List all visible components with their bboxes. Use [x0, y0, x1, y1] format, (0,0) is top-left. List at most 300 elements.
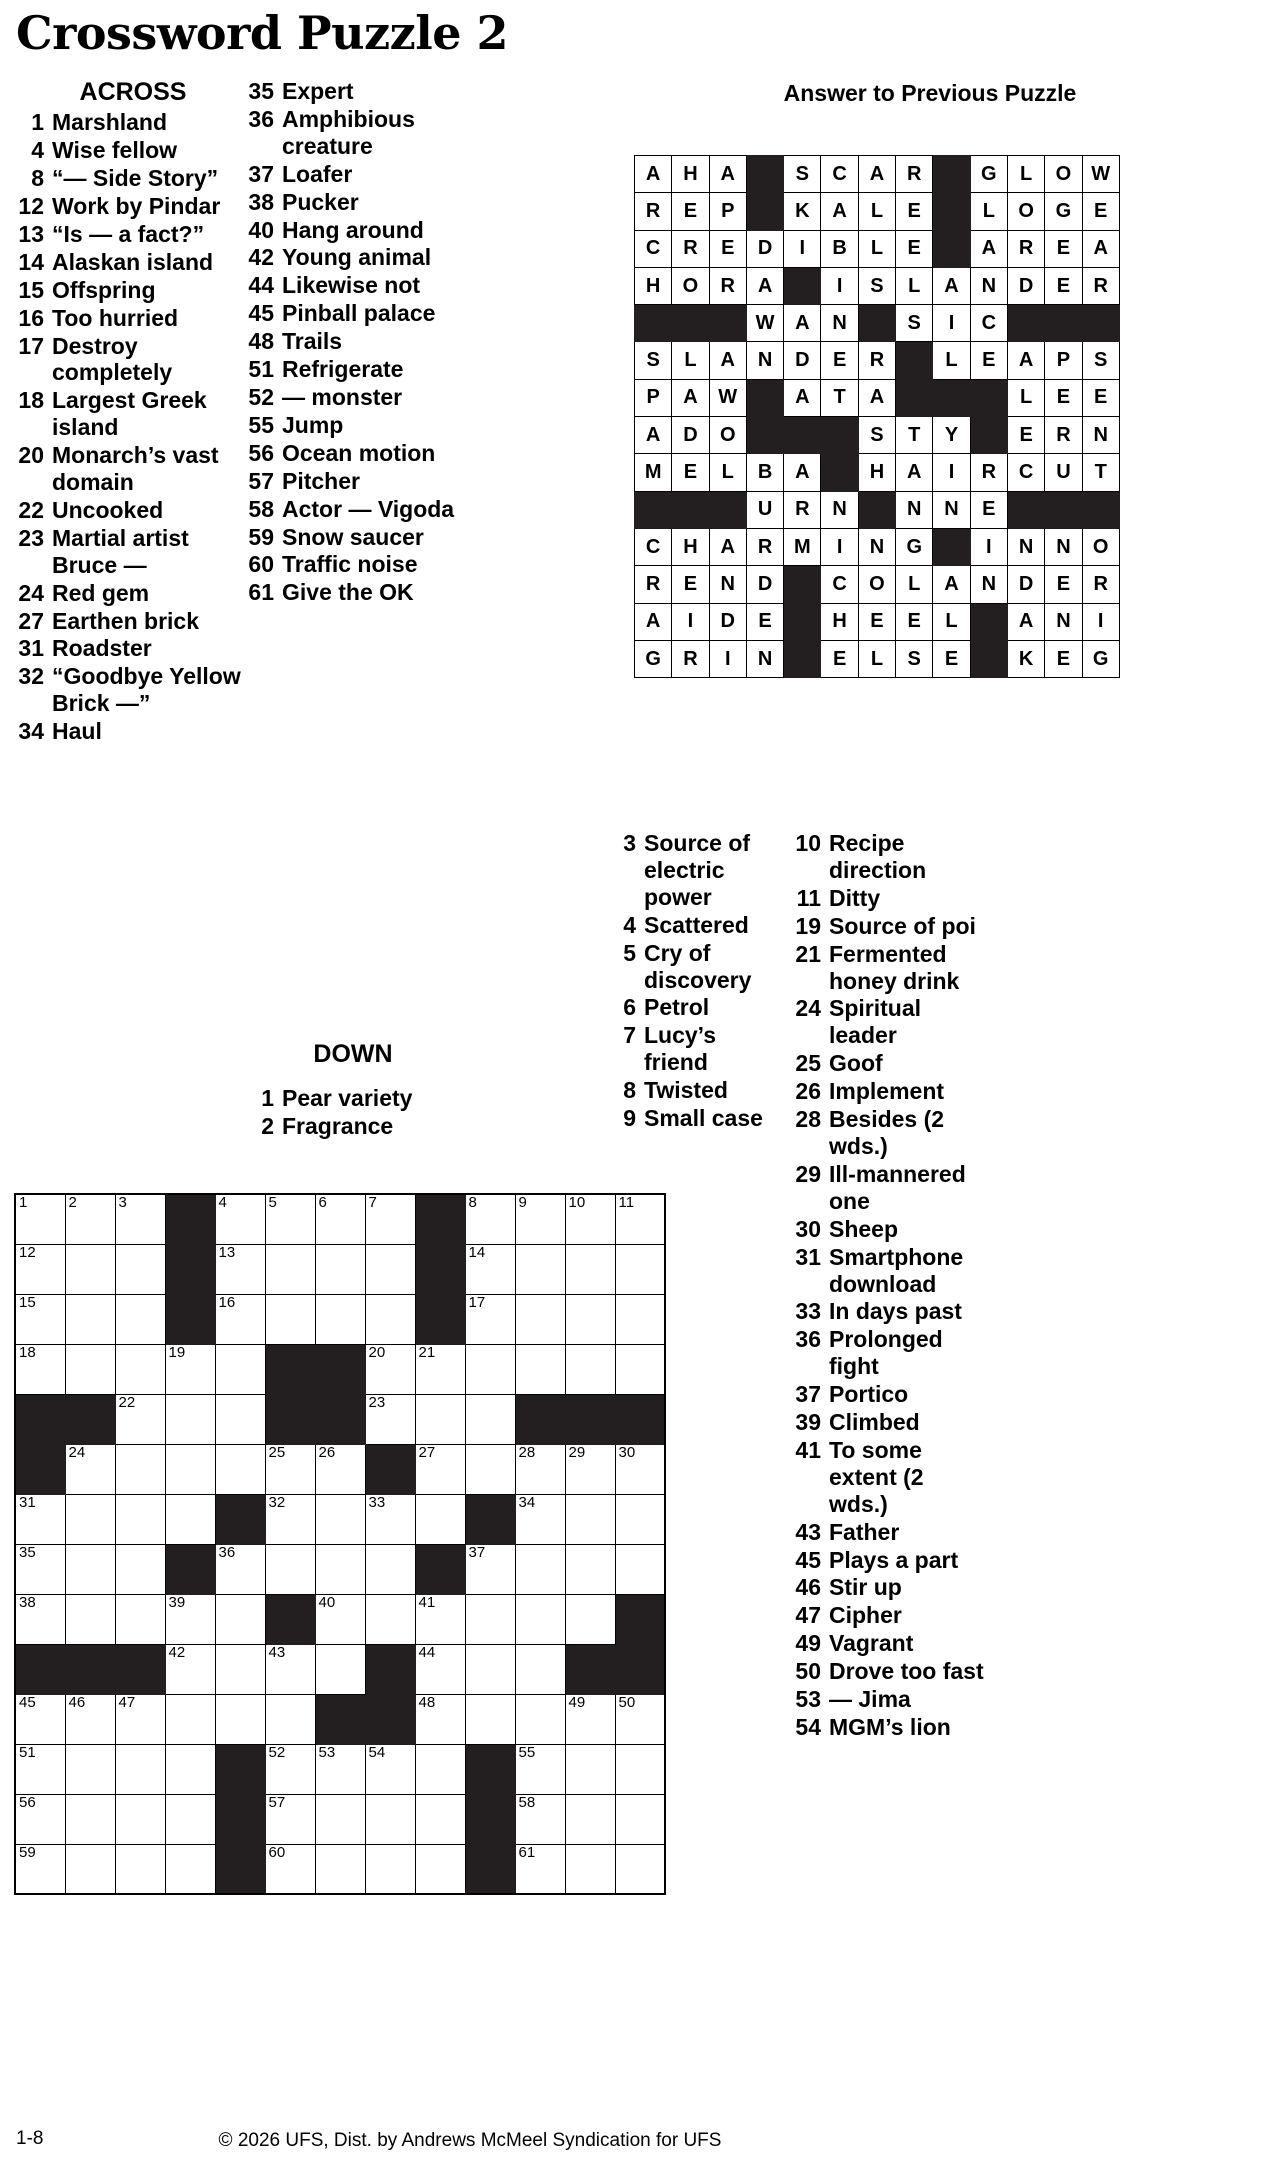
puzzle-grid-cell[interactable] [165, 1644, 215, 1694]
answer-grid-letter: A [784, 454, 821, 491]
down-clues-column-2 [610, 830, 785, 1133]
clue-number: 57 [248, 467, 274, 494]
puzzle-grid-cell[interactable] [615, 1844, 665, 1894]
puzzle-grid-cell[interactable] [15, 1794, 65, 1844]
page-title: Crossword Puzzle 2 [16, 6, 509, 60]
answer-grid-row [635, 417, 1120, 454]
puzzle-grid-cell[interactable] [15, 1744, 65, 1794]
puzzle-grid-cell[interactable] [465, 1644, 515, 1694]
answer-grid-row [635, 603, 1120, 640]
answer-grid-letter: N [896, 491, 933, 528]
puzzle-grid-cell[interactable] [415, 1844, 465, 1894]
puzzle-grid-cell[interactable] [565, 1694, 615, 1744]
clue-item [248, 468, 458, 495]
answer-grid-row [635, 454, 1120, 491]
puzzle-grid-cell[interactable] [115, 1694, 165, 1744]
across-clue-list-2 [248, 78, 458, 606]
answer-grid-letter: O [858, 566, 895, 603]
puzzle-grid-cell[interactable] [215, 1394, 265, 1444]
puzzle-grid-cell[interactable] [415, 1744, 465, 1794]
puzzle-cell-number: 20 [368, 1343, 386, 1361]
answer-grid-row [635, 640, 1120, 677]
puzzle-grid-cell[interactable] [65, 1694, 115, 1744]
puzzle-grid-cell[interactable] [65, 1544, 115, 1594]
puzzle-grid-cell[interactable] [615, 1494, 665, 1544]
answer-grid-letter: B [746, 454, 783, 491]
clue-text: Roadster [52, 635, 152, 662]
answer-grid-letter: I [709, 640, 746, 677]
puzzle-grid-cell[interactable] [65, 1744, 115, 1794]
answer-grid-letter: R [1082, 267, 1119, 304]
clue-item [18, 193, 248, 220]
clue-text: Red gem [52, 579, 150, 606]
clue-text: Pear variety [282, 1085, 413, 1111]
answer-grid-letter: N [970, 267, 1007, 304]
puzzle-grid-cell[interactable] [565, 1244, 615, 1294]
answer-grid-letter: E [933, 640, 970, 677]
puzzle-grid-cell[interactable] [415, 1794, 465, 1844]
clue-number: 58 [248, 495, 274, 522]
clue-text: Fermented honey drink [829, 940, 960, 994]
clue-item [795, 1409, 985, 1436]
puzzle-grid-cell[interactable] [265, 1744, 315, 1794]
puzzle-grid-cell[interactable] [115, 1594, 165, 1644]
puzzle-grid-block [265, 1594, 315, 1644]
puzzle-grid-cell[interactable] [265, 1794, 315, 1844]
answer-grid-letter: E [896, 193, 933, 230]
clue-item [795, 1161, 985, 1215]
answer-grid-row [635, 379, 1120, 416]
answer-grid-letter: R [672, 640, 709, 677]
puzzle-grid-cell[interactable] [465, 1344, 515, 1394]
puzzle-grid-block [465, 1844, 515, 1894]
clue-item [18, 165, 248, 192]
clue-number: 54 [795, 1714, 821, 1740]
puzzle-cell-number: 44 [418, 1643, 436, 1661]
puzzle-grid-cell[interactable] [265, 1244, 315, 1294]
puzzle-grid-cell[interactable] [465, 1444, 515, 1494]
puzzle-grid-cell[interactable] [365, 1394, 415, 1444]
puzzle-grid-cell[interactable] [515, 1294, 565, 1344]
puzzle-grid-cell[interactable] [515, 1694, 565, 1744]
puzzle-grid-cell[interactable] [215, 1444, 265, 1494]
clue-item [248, 272, 458, 299]
clue-number: 49 [795, 1630, 821, 1657]
puzzle-grid-cell[interactable] [315, 1494, 365, 1544]
puzzle-grid-cell[interactable] [215, 1194, 265, 1244]
puzzle-cell-number: 37 [468, 1543, 486, 1561]
puzzle-grid-cell[interactable] [15, 1544, 65, 1594]
answer-grid-row [635, 528, 1120, 565]
answer-grid-letter: R [896, 156, 933, 193]
puzzle-grid-cell[interactable] [365, 1494, 415, 1544]
answer-grid-letter: H [858, 454, 895, 491]
puzzle-grid-cell[interactable] [315, 1244, 365, 1294]
puzzle-grid-cell[interactable] [265, 1194, 315, 1244]
clue-item [795, 1326, 985, 1380]
answer-grid-letter: L [858, 640, 895, 677]
puzzle-grid-cell[interactable] [565, 1544, 615, 1594]
puzzle-grid-cell[interactable] [15, 1594, 65, 1644]
puzzle-grid-cell[interactable] [515, 1194, 565, 1244]
puzzle-grid-cell[interactable] [115, 1344, 165, 1394]
puzzle-grid-cell[interactable] [315, 1444, 365, 1494]
answer-grid-block [858, 491, 895, 528]
clue-text: Scattered [644, 911, 749, 938]
answer-grid-letter: A [970, 230, 1007, 267]
puzzle-grid-cell[interactable] [515, 1444, 565, 1494]
clue-number: 23 [18, 524, 44, 551]
clue-number: 19 [795, 912, 821, 939]
puzzle-grid-cell[interactable] [165, 1344, 215, 1394]
puzzle-grid-cell[interactable] [565, 1594, 615, 1644]
puzzle-grid-block [265, 1394, 315, 1444]
puzzle-grid-cell[interactable] [615, 1694, 665, 1744]
puzzle-grid-cell[interactable] [615, 1444, 665, 1494]
puzzle-grid-cell[interactable] [615, 1794, 665, 1844]
clue-item [18, 221, 248, 248]
puzzle-cell-number: 24 [68, 1443, 86, 1461]
puzzle-grid-cell[interactable] [215, 1694, 265, 1744]
puzzle-grid[interactable] [14, 1193, 666, 1895]
clue-text: Wise fellow [52, 137, 178, 164]
answer-grid-block [1082, 491, 1119, 528]
puzzle-grid-cell[interactable] [65, 1844, 115, 1894]
clue-text: Twisted [644, 1077, 728, 1104]
answer-grid-letter: N [933, 491, 970, 528]
puzzle-grid-cell[interactable] [415, 1594, 465, 1644]
puzzle-grid-cell[interactable] [215, 1644, 265, 1694]
puzzle-grid-cell[interactable] [315, 1644, 365, 1694]
puzzle-grid-cell[interactable] [115, 1544, 165, 1594]
puzzle-grid-cell[interactable] [415, 1694, 465, 1744]
answer-grid-block [933, 379, 970, 416]
puzzle-grid-cell[interactable] [215, 1294, 265, 1344]
puzzle-grid-cell[interactable] [265, 1444, 315, 1494]
clue-text: Traffic noise [282, 551, 418, 578]
answer-grid-letter: R [970, 454, 1007, 491]
answer-grid-block [709, 491, 746, 528]
puzzle-grid-block [615, 1594, 665, 1644]
puzzle-grid-cell[interactable] [515, 1794, 565, 1844]
clue-item [795, 1050, 985, 1077]
puzzle-grid-cell[interactable] [365, 1794, 415, 1844]
puzzle-grid-cell[interactable] [365, 1194, 415, 1244]
puzzle-grid-cell[interactable] [115, 1194, 165, 1244]
answer-grid-letter: E [1082, 193, 1119, 230]
puzzle-grid-cell[interactable] [65, 1444, 115, 1494]
answer-grid-letter: A [709, 156, 746, 193]
puzzle-grid-cell[interactable] [65, 1794, 115, 1844]
answer-grid-letter: E [1045, 267, 1082, 304]
clue-text: Snow saucer [282, 523, 424, 550]
answer-grid-letter: E [1045, 230, 1082, 267]
puzzle-grid-cell[interactable] [165, 1594, 215, 1644]
puzzle-grid-cell[interactable] [115, 1744, 165, 1794]
puzzle-grid-cell[interactable] [15, 1694, 65, 1744]
puzzle-grid-cell[interactable] [65, 1494, 115, 1544]
puzzle-grid-cell[interactable] [115, 1294, 165, 1344]
puzzle-grid-cell[interactable] [265, 1494, 315, 1544]
down-clues-column-3 [795, 830, 985, 1742]
puzzle-grid-cell[interactable] [165, 1694, 215, 1744]
puzzle-grid-cell[interactable] [515, 1594, 565, 1644]
puzzle-grid-cell[interactable] [265, 1844, 315, 1894]
puzzle-cell-number: 30 [618, 1443, 636, 1461]
clue-text: Haul [52, 718, 102, 745]
answer-grid-row [635, 305, 1120, 342]
clue-item [795, 1216, 985, 1243]
puzzle-grid-cell[interactable] [415, 1644, 465, 1694]
puzzle-grid-cell[interactable] [15, 1494, 65, 1544]
puzzle-grid-cell[interactable] [165, 1744, 215, 1794]
answer-grid-letter: N [746, 342, 783, 379]
clue-number: 26 [795, 1078, 821, 1105]
clue-item [795, 913, 985, 940]
clue-item [248, 244, 458, 271]
puzzle-grid-row [15, 1494, 665, 1544]
puzzle-grid-cell[interactable] [565, 1444, 615, 1494]
clue-text: Goof [829, 1050, 883, 1077]
puzzle-grid-block [15, 1394, 65, 1444]
answer-grid-letter: T [896, 417, 933, 454]
puzzle-grid-cell[interactable] [265, 1544, 315, 1594]
puzzle-grid-cell[interactable] [265, 1694, 315, 1744]
answer-grid-row [635, 342, 1120, 379]
puzzle-grid-cell[interactable] [565, 1194, 615, 1244]
puzzle-grid-cell[interactable] [565, 1344, 615, 1394]
puzzle-grid-cell[interactable] [365, 1244, 415, 1294]
puzzle-grid-cell[interactable] [365, 1344, 415, 1394]
clue-text: “— Side Story” [52, 165, 219, 192]
puzzle-grid-cell[interactable] [315, 1794, 365, 1844]
puzzle-grid-cell[interactable] [365, 1594, 415, 1644]
puzzle-grid-cell[interactable] [165, 1494, 215, 1544]
puzzle-grid-cell[interactable] [115, 1494, 165, 1544]
puzzle-grid-cell[interactable] [365, 1844, 415, 1894]
puzzle-grid-cell[interactable] [515, 1244, 565, 1294]
puzzle-grid-cell[interactable] [15, 1344, 65, 1394]
clue-text: Expert [282, 78, 354, 104]
puzzle-grid-cell[interactable] [615, 1244, 665, 1294]
puzzle-grid-block [315, 1694, 365, 1744]
puzzle-grid-block [415, 1244, 465, 1294]
answer-grid-letter: R [635, 566, 672, 603]
answer-grid-letter: A [933, 267, 970, 304]
puzzle-grid-cell[interactable] [265, 1294, 315, 1344]
answer-grid-letter: N [709, 566, 746, 603]
answer-grid-letter: E [672, 566, 709, 603]
puzzle-grid-cell[interactable] [415, 1394, 465, 1444]
clue-number: 14 [18, 248, 44, 275]
puzzle-grid-cell[interactable] [15, 1844, 65, 1894]
puzzle-grid-cell[interactable] [515, 1544, 565, 1594]
puzzle-cell-number: 28 [518, 1443, 536, 1461]
puzzle-grid-cell[interactable] [565, 1794, 615, 1844]
clue-number: 60 [248, 551, 274, 578]
puzzle-grid-cell[interactable] [515, 1844, 565, 1894]
clue-text: Ocean motion [282, 439, 436, 466]
answer-grid-block [933, 528, 970, 565]
puzzle-grid-block [615, 1644, 665, 1694]
clue-item [610, 940, 785, 994]
puzzle-cell-number: 51 [19, 1743, 36, 1761]
puzzle-grid-cell[interactable] [165, 1394, 215, 1444]
answer-grid-letter: N [1007, 528, 1044, 565]
puzzle-cell-number: 12 [19, 1243, 36, 1261]
puzzle-grid-cell[interactable] [165, 1444, 215, 1494]
answer-grid-letter: S [858, 417, 895, 454]
puzzle-grid-cell[interactable] [565, 1294, 615, 1344]
puzzle-grid-cell[interactable] [415, 1444, 465, 1494]
answer-grid-block [784, 417, 821, 454]
puzzle-cell-number: 45 [19, 1693, 36, 1711]
puzzle-grid-cell[interactable] [15, 1194, 65, 1244]
puzzle-grid-cell[interactable] [615, 1744, 665, 1794]
puzzle-grid-cell[interactable] [215, 1344, 265, 1394]
puzzle-grid-cell[interactable] [415, 1494, 465, 1544]
puzzle-grid-cell[interactable] [615, 1294, 665, 1344]
clue-number: 4 [623, 911, 636, 938]
clue-text: Small case [644, 1105, 763, 1132]
answer-grid-letter: E [709, 230, 746, 267]
clue-number: 17 [18, 332, 44, 359]
puzzle-grid-cell[interactable] [515, 1344, 565, 1394]
clue-item [248, 384, 458, 411]
puzzle-cell-number: 7 [368, 1194, 377, 1211]
answer-grid-letter: A [709, 342, 746, 379]
clue-number: 24 [795, 995, 821, 1022]
puzzle-grid-cell[interactable] [215, 1544, 265, 1594]
puzzle-grid-cell[interactable] [465, 1194, 515, 1244]
puzzle-grid-cell[interactable] [515, 1744, 565, 1794]
puzzle-cell-number: 19 [168, 1343, 186, 1361]
clue-text: Offspring [52, 276, 156, 303]
puzzle-grid-cell[interactable] [465, 1294, 515, 1344]
puzzle-grid-block [65, 1644, 115, 1694]
answer-grid-letter: L [896, 267, 933, 304]
answer-grid-letter: S [1082, 342, 1119, 379]
answer-grid-letter: S [896, 640, 933, 677]
puzzle-grid-cell[interactable] [265, 1644, 315, 1694]
puzzle-grid-cell[interactable] [315, 1844, 365, 1894]
answer-grid-letter: A [635, 417, 672, 454]
puzzle-grid-cell[interactable] [215, 1244, 265, 1294]
puzzle-grid-cell[interactable] [65, 1294, 115, 1344]
puzzle-grid-cell[interactable] [315, 1744, 365, 1794]
answer-grid-letter: R [709, 267, 746, 304]
puzzle-grid-cell[interactable] [65, 1344, 115, 1394]
puzzle-grid-cell[interactable] [165, 1794, 215, 1844]
answer-grid-letter: N [858, 528, 895, 565]
down-clue-list-1 [248, 1085, 458, 1140]
puzzle-cell-number: 49 [568, 1693, 586, 1711]
clue-item [610, 994, 785, 1021]
clue-number: 31 [795, 1243, 821, 1270]
puzzle-grid-cell[interactable] [115, 1444, 165, 1494]
puzzle-grid-cell[interactable] [365, 1744, 415, 1794]
clue-item [795, 1519, 985, 1546]
answer-grid-letter: L [933, 603, 970, 640]
answer-grid-block [1007, 491, 1044, 528]
puzzle-grid-cell[interactable] [465, 1544, 515, 1594]
puzzle-grid-cell[interactable] [415, 1344, 465, 1394]
puzzle-grid-block [165, 1244, 215, 1294]
puzzle-grid-cell[interactable] [315, 1544, 365, 1594]
puzzle-cell-number: 10 [568, 1194, 586, 1211]
puzzle-grid-cell[interactable] [465, 1594, 515, 1644]
puzzle-grid-cell[interactable] [465, 1394, 515, 1444]
puzzle-grid-cell[interactable] [315, 1294, 365, 1344]
puzzle-grid-cell[interactable] [565, 1844, 615, 1894]
puzzle-grid-cell[interactable] [615, 1544, 665, 1594]
answer-grid-letter: A [746, 267, 783, 304]
puzzle-grid-cell[interactable] [615, 1344, 665, 1394]
clue-item [795, 1106, 985, 1160]
clue-item [248, 106, 458, 160]
puzzle-grid-cell[interactable] [65, 1194, 115, 1244]
puzzle-grid-cell[interactable] [315, 1194, 365, 1244]
answer-grid-letter: P [1045, 342, 1082, 379]
puzzle-cell-number: 14 [468, 1243, 486, 1261]
clue-number: 27 [18, 607, 44, 634]
clue-item [795, 1714, 985, 1741]
puzzle-grid-cell[interactable] [115, 1394, 165, 1444]
puzzle-grid-cell[interactable] [65, 1244, 115, 1294]
puzzle-grid-cell[interactable] [215, 1594, 265, 1644]
puzzle-grid-cell[interactable] [365, 1544, 415, 1594]
clue-number: 51 [248, 356, 274, 383]
puzzle-grid-cell[interactable] [15, 1294, 65, 1344]
puzzle-grid-cell[interactable] [115, 1844, 165, 1894]
puzzle-grid-cell[interactable] [115, 1794, 165, 1844]
clue-text: Portico [829, 1381, 909, 1408]
puzzle-grid-cell[interactable] [515, 1494, 565, 1544]
clue-item [795, 1630, 985, 1657]
clue-text: Uncooked [52, 496, 164, 523]
puzzle-grid-cell[interactable] [615, 1194, 665, 1244]
clue-item [18, 387, 248, 441]
puzzle-grid-cell[interactable] [465, 1694, 515, 1744]
puzzle-grid-cell[interactable] [565, 1744, 615, 1794]
puzzle-grid-block [465, 1494, 515, 1544]
answer-grid-row [635, 267, 1120, 304]
clue-text: Climbed [829, 1409, 920, 1436]
previous-answer-grid [634, 155, 1120, 678]
puzzle-grid-cell[interactable] [515, 1644, 565, 1694]
puzzle-grid-cell[interactable] [565, 1494, 615, 1544]
answer-grid-letter: E [970, 491, 1007, 528]
clue-number: 12 [18, 192, 44, 219]
puzzle-grid-cell[interactable] [465, 1244, 515, 1294]
puzzle-cell-number: 54 [368, 1743, 386, 1761]
puzzle-grid-block [415, 1294, 465, 1344]
puzzle-cell-number: 22 [118, 1393, 136, 1411]
answer-grid-letter: L [709, 454, 746, 491]
puzzle-grid-cell[interactable] [165, 1844, 215, 1894]
answer-grid-letter: A [858, 156, 895, 193]
puzzle-grid-cell[interactable] [15, 1244, 65, 1294]
puzzle-grid-cell[interactable] [365, 1294, 415, 1344]
puzzle-grid-cell[interactable] [315, 1594, 365, 1644]
puzzle-grid-cell[interactable] [65, 1594, 115, 1644]
puzzle-grid-container[interactable] [14, 1193, 666, 1895]
answer-grid-letter: P [709, 193, 746, 230]
puzzle-grid-cell[interactable] [115, 1244, 165, 1294]
answer-grid-letter: E [746, 603, 783, 640]
puzzle-grid-row [15, 1444, 665, 1494]
answer-grid-letter: A [896, 454, 933, 491]
